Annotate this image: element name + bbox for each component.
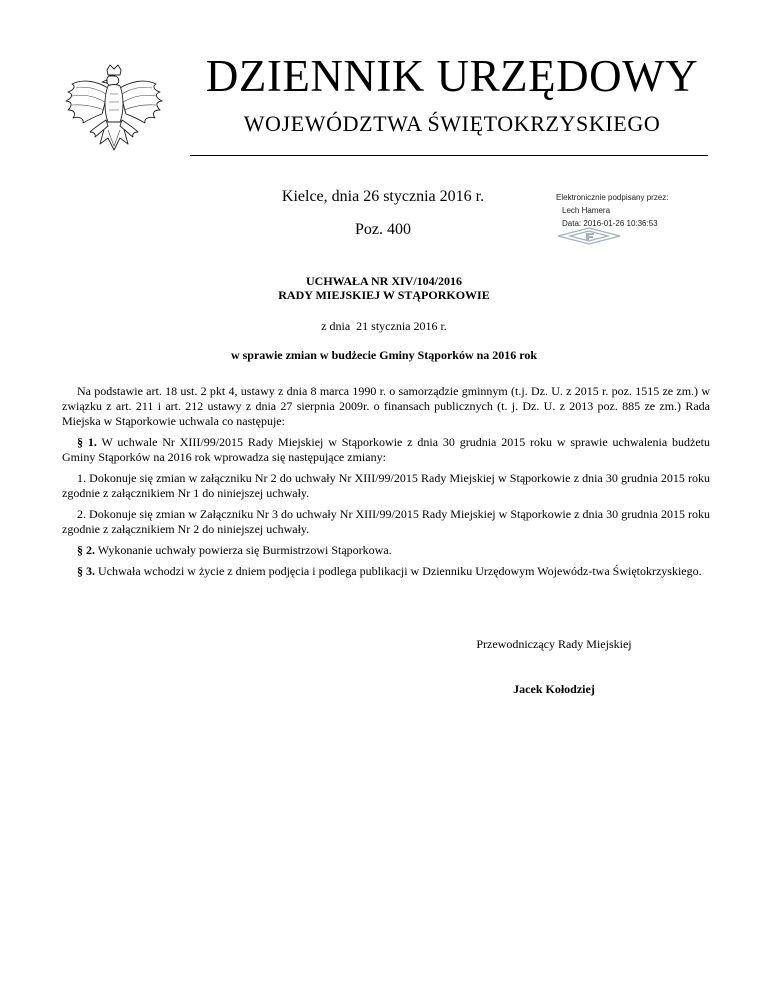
section-1-label: § 1. <box>77 435 97 449</box>
signature-label: Elektronicznie podpisany przez: <box>556 193 669 202</box>
electronic-signature <box>556 191 726 230</box>
section-2-paragraph <box>62 543 710 558</box>
resolution-date: z dnia 21 stycznia 2016 r. <box>321 319 447 333</box>
publication-date: Kielce, dnia 26 stycznia 2016 r. <box>281 188 485 205</box>
section-3-label: § 3. <box>77 564 95 578</box>
signature-date: Data: 2016-01-26 10:36:53 <box>562 219 658 228</box>
white-eagle-emblem-icon <box>62 64 166 160</box>
resolution-number: UCHWAŁA NR XIV/104/2016 <box>305 274 462 288</box>
resolution-subject: w sprawie zmian w budżecie Gminy Stąporków na 2016 rok <box>230 348 538 362</box>
section-2-label: § 2. <box>77 543 95 557</box>
point-1-paragraph: 1. Dokonuje się zmian w załączniku Nr 2 do uchwały Nr XIII/99/2015 Rady Miejskiej w Stąporkowie z dnia 30 grudnia 2015 roku zgodnie z załącznikiem Nr 1 do niniejszej uchwały. <box>62 471 710 500</box>
section-1-text: W uchwale Nr XIII/99/2015 Rady Miejskiej w Stąporkowie z dnia 30 grudnia 2015 roku w sprawie uchwalenia budżetu Gminy Stąporków na 2016 rok wprowadza się następujące zmiany: <box>62 435 710 464</box>
chair-name: Jacek Kołodziej <box>513 682 595 696</box>
header-divider <box>190 155 708 156</box>
preamble-paragraph: Na podstawie art. 18 ust. 2 pkt 4, ustawy z dnia 8 marca 1990 r. o samorządzie gminnym (t.j. Dz. U. z 2015 r. poz. 1515 ze zm.) w związku z art. 211 i art. 212 ustawy z dnia 27 sierpnia 2009r. o finansach publicznych (t. j. Dz. U. z 2013 poz. 885 ze zm.) Rada Miejska w Stąporkowie uchwala co następuje: <box>62 384 710 428</box>
resolution-body <box>62 384 710 585</box>
point-2-paragraph: 2. Dokonuje się zmian w Załączniku Nr 3 do uchwały Nr XIII/99/2015 Rady Miejskiej w Stąporkowie z dnia 30 grudnia 2015 roku zgodnie z załącznikiem Nr 2 do niniejszej uchwały. <box>62 507 710 536</box>
journal-subtitle: WOJEWÓDZTWA ŚWIĘTOKRZYSKIEGO <box>243 111 661 136</box>
chair-title: Przewodniczący Rady Miejskiej <box>476 637 632 651</box>
section-3-text: Uchwała wchodzi w życie z dniem podjęcia i podlega publikacji w Dzienniku Urzędowym Wojewódz-twa Świętokrzyskiego. <box>95 564 702 578</box>
resolution-title <box>120 274 648 302</box>
section-1-paragraph <box>62 435 710 465</box>
signature-name: Lech Hamera <box>562 206 611 215</box>
signature-stamp-icon <box>556 227 622 245</box>
section-3-paragraph <box>62 564 710 579</box>
publication-position: Poz. 400 <box>355 221 411 238</box>
section-2-text: Wykonanie uchwały powierza się Burmistrzowi Stąporkowa. <box>95 543 392 557</box>
resolution-council: RADY MIEJSKIEJ W STĄPORKOWIE <box>278 288 490 302</box>
journal-title: DZIENNIK URZĘDOWY <box>205 51 699 101</box>
